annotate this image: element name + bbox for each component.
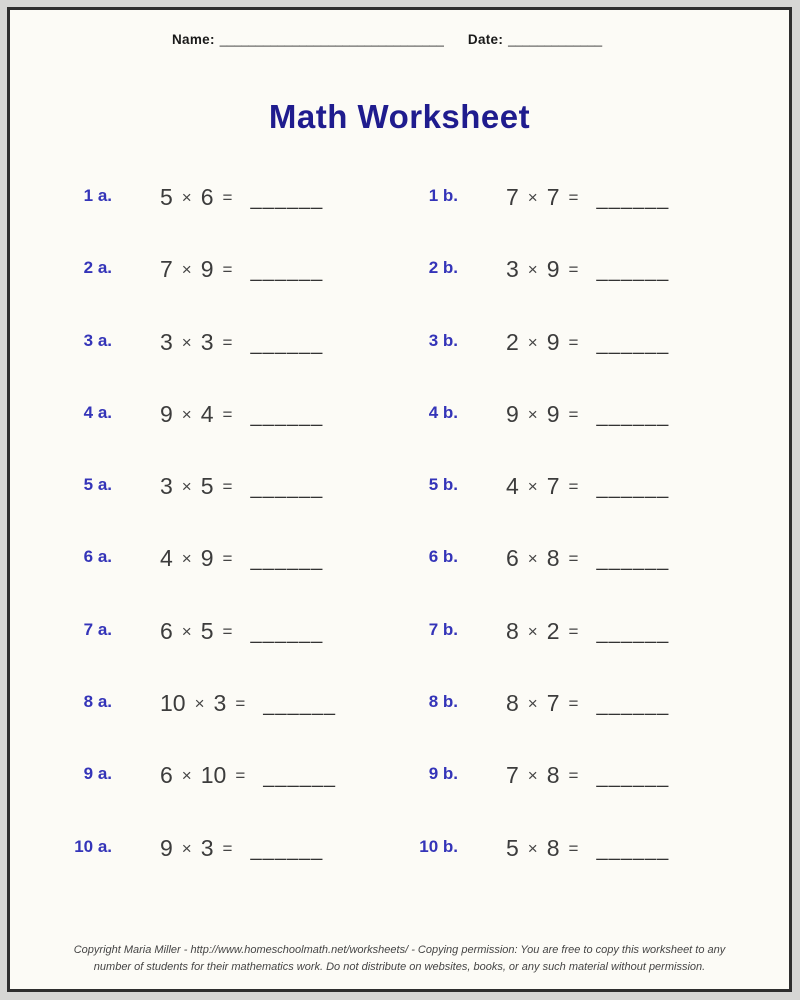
answer-blank: ______: [250, 188, 324, 210]
problem-7b: [350, 618, 750, 690]
multiply-sign: ×: [527, 838, 538, 858]
problem-8a: [10, 690, 350, 762]
name-label: Name:: [172, 32, 215, 47]
factor: 8: [506, 617, 519, 644]
factor: 3: [200, 834, 214, 861]
factor: 5: [506, 834, 519, 861]
problem-number: 6 a.: [83, 547, 112, 567]
copyright-line-2: number of students for their mathematics work. Do not distribute on websites, books, or any such material without permission.: [93, 961, 706, 973]
answer-blank: ______: [596, 260, 670, 283]
problem-expression: [506, 618, 669, 645]
problem-expression: [506, 690, 669, 717]
problem-number: 7 a.: [83, 619, 112, 639]
problem-number: 5 b.: [428, 475, 458, 495]
multiply-sign: ×: [181, 477, 192, 497]
answer-blank: ______: [250, 838, 324, 861]
factor: 7: [546, 184, 560, 210]
answer-blank: ______: [596, 549, 670, 572]
factor: 2: [546, 617, 560, 644]
problem-number: 7 b.: [428, 619, 458, 639]
factor: 9: [160, 400, 173, 427]
answer-blank: ______: [250, 477, 324, 500]
equals-sign: =: [568, 260, 579, 280]
problem-10a: [10, 835, 350, 907]
problem-8b: [350, 690, 750, 762]
multiply-sign: ×: [527, 621, 538, 641]
factor: 9: [200, 545, 214, 572]
name-blank-line: _______________________________: [219, 32, 444, 47]
problem-expression: [160, 835, 323, 862]
factor: 10: [160, 690, 186, 717]
factor: 8: [506, 690, 519, 717]
problem-9a: [10, 762, 350, 834]
factor: 5: [160, 184, 173, 210]
answer-blank: ______: [596, 621, 670, 644]
problem-expression: [160, 401, 323, 428]
problem-row: [10, 545, 789, 617]
equals-sign: =: [568, 549, 579, 569]
answer-blank: ______: [596, 477, 670, 500]
problem-4a: [10, 401, 350, 473]
problem-number: 9 a.: [83, 764, 112, 784]
equals-sign: =: [222, 188, 233, 207]
date-group: [468, 32, 602, 47]
factor: 4: [200, 400, 214, 427]
equals-sign: =: [568, 621, 579, 641]
problem-expression: [506, 184, 669, 211]
answer-blank: ______: [263, 766, 337, 789]
answer-blank: ______: [250, 332, 324, 355]
problem-row: [10, 184, 789, 256]
equals-sign: =: [222, 404, 233, 424]
equals-sign: =: [568, 188, 579, 207]
problem-expression: [506, 835, 669, 862]
problem-1b: [350, 184, 750, 256]
equals-sign: =: [235, 766, 246, 786]
problem-number: 8 a.: [83, 692, 112, 712]
problem-9b: [350, 762, 750, 834]
factor: 3: [160, 328, 173, 355]
answer-blank: ______: [596, 188, 670, 210]
problem-number: 10 a.: [74, 836, 112, 856]
problem-expression: [506, 329, 669, 356]
problem-expression: [160, 184, 323, 211]
multiply-sign: ×: [527, 549, 538, 569]
factor: 6: [160, 617, 173, 644]
equals-sign: =: [222, 838, 233, 858]
multiply-sign: ×: [181, 766, 192, 786]
factor: 7: [506, 184, 519, 210]
equals-sign: =: [222, 477, 233, 497]
factor: 7: [546, 473, 560, 500]
answer-blank: ______: [596, 332, 670, 355]
factor: 3: [200, 328, 214, 355]
answer-blank: ______: [596, 766, 670, 789]
problem-row: [10, 618, 789, 690]
multiply-sign: ×: [527, 766, 538, 786]
equals-sign: =: [235, 694, 246, 714]
multiply-sign: ×: [181, 838, 192, 858]
problem-10b: [350, 835, 750, 907]
factor: 9: [200, 256, 214, 283]
answer-blank: ______: [596, 404, 670, 427]
equals-sign: =: [568, 766, 579, 786]
problem-expression: [160, 256, 323, 283]
factor: 5: [200, 617, 214, 644]
problem-expression: [160, 618, 323, 645]
factor: 7: [160, 256, 173, 283]
equals-sign: =: [222, 621, 233, 641]
factor: 10: [200, 762, 227, 789]
problem-5b: [350, 473, 750, 545]
problem-expression: [506, 401, 669, 428]
factor: 7: [546, 690, 560, 717]
factor: 4: [160, 545, 173, 572]
multiply-sign: ×: [181, 621, 192, 641]
problem-row: [10, 835, 789, 907]
multiply-sign: ×: [181, 188, 192, 207]
factor: 5: [200, 473, 214, 500]
problem-number: 8 b.: [428, 692, 458, 712]
answer-blank: ______: [250, 549, 324, 572]
date-blank-line: _____________: [508, 32, 603, 47]
problem-3b: [350, 329, 750, 401]
problem-number: 1 b.: [428, 186, 458, 205]
problem-number: 3 b.: [428, 330, 458, 350]
problem-expression: [506, 473, 669, 500]
problem-5a: [10, 473, 350, 545]
problem-expression: [160, 690, 336, 717]
worksheet-page: [7, 7, 792, 992]
answer-blank: ______: [596, 838, 670, 861]
equals-sign: =: [568, 332, 579, 352]
problem-number: 10 b.: [419, 836, 458, 856]
factor: 9: [546, 256, 560, 283]
factor: 6: [160, 762, 173, 789]
problem-1a: [10, 184, 350, 256]
factor: 9: [506, 400, 519, 427]
problem-number: 1 a.: [83, 186, 112, 205]
problem-expression: [506, 762, 669, 789]
factor: 6: [200, 184, 214, 210]
factor: 3: [213, 690, 227, 717]
problem-2a: [10, 256, 350, 328]
problem-2b: [350, 256, 750, 328]
problem-expression: [506, 545, 669, 572]
equals-sign: =: [568, 694, 579, 714]
problem-7a: [10, 618, 350, 690]
problem-expression: [160, 545, 323, 572]
equals-sign: =: [568, 838, 579, 858]
date-label: Date:: [467, 32, 504, 47]
factor: 6: [506, 545, 519, 572]
copyright-line-1: Copyright Maria Miller - http://www.homeschoolmath.net/worksheets/ - Copying permission: You are free to copy this worksheet to any: [73, 944, 726, 956]
equals-sign: =: [222, 332, 233, 352]
multiply-sign: ×: [527, 188, 538, 207]
answer-blank: ______: [596, 694, 670, 717]
answer-blank: ______: [250, 621, 324, 644]
problem-number: 4 a.: [83, 402, 112, 422]
name-date-header: [172, 32, 602, 47]
problem-number: 9 b.: [428, 764, 458, 784]
multiply-sign: ×: [527, 260, 538, 280]
problem-number: 4 b.: [428, 402, 458, 422]
factor: 8: [546, 834, 560, 861]
equals-sign: =: [568, 477, 579, 497]
factor: 3: [160, 473, 173, 500]
factor: 2: [506, 328, 519, 355]
factor: 9: [546, 328, 560, 355]
factor: 9: [160, 834, 173, 861]
factor: 8: [546, 762, 560, 789]
multiply-sign: ×: [527, 332, 538, 352]
multiply-sign: ×: [181, 260, 192, 280]
problem-4b: [350, 401, 750, 473]
problem-6a: [10, 545, 350, 617]
copyright-footer: [10, 942, 789, 976]
problem-row: [10, 256, 789, 328]
multiply-sign: ×: [527, 477, 538, 497]
problem-expression: [160, 473, 323, 500]
factor: 7: [506, 762, 519, 789]
problem-expression: [160, 762, 336, 789]
answer-blank: ______: [250, 404, 324, 427]
equals-sign: =: [222, 260, 233, 280]
problem-row: [10, 690, 789, 762]
problems-grid: [10, 184, 789, 907]
multiply-sign: ×: [181, 404, 192, 424]
multiply-sign: ×: [181, 549, 192, 569]
factor: 4: [506, 473, 519, 500]
problem-number: 3 a.: [83, 330, 112, 350]
equals-sign: =: [568, 404, 579, 424]
multiply-sign: ×: [527, 694, 538, 714]
problem-row: [10, 401, 789, 473]
problem-3a: [10, 329, 350, 401]
problem-number: 6 b.: [428, 547, 458, 567]
equals-sign: =: [222, 549, 233, 569]
page-title: Math Worksheet: [268, 98, 531, 135]
problem-6b: [350, 545, 750, 617]
problem-number: 2 a.: [83, 258, 112, 278]
problem-row: [10, 329, 789, 401]
problem-row: [10, 762, 789, 834]
multiply-sign: ×: [527, 404, 538, 424]
problem-row: [10, 473, 789, 545]
problem-expression: [506, 256, 669, 283]
factor: 9: [546, 400, 560, 427]
problem-number: 5 a.: [83, 475, 112, 495]
factor: 3: [506, 256, 519, 283]
multiply-sign: ×: [194, 694, 205, 714]
answer-blank: ______: [250, 260, 324, 283]
multiply-sign: ×: [181, 332, 192, 352]
problem-number: 2 b.: [428, 258, 458, 278]
problem-expression: [160, 329, 323, 356]
factor: 8: [546, 545, 560, 572]
answer-blank: ______: [263, 694, 337, 717]
